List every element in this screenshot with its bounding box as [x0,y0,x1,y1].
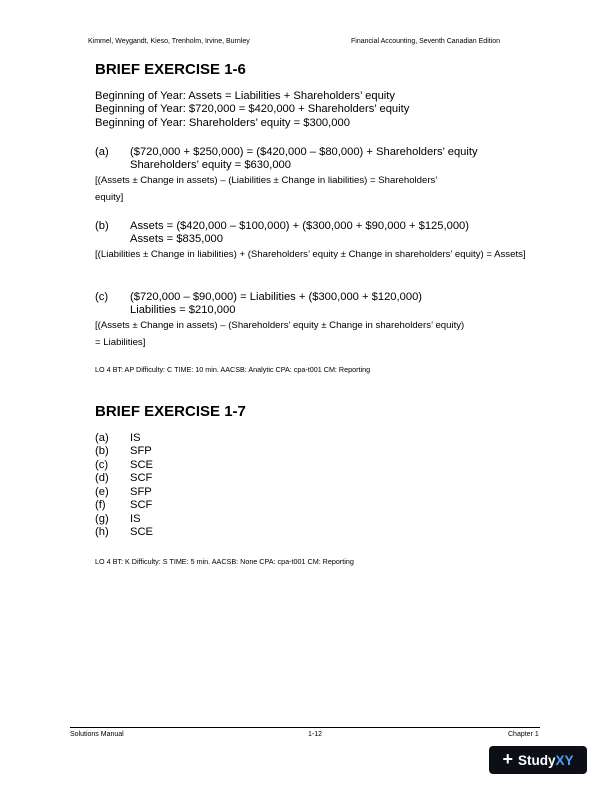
be16-learning-objective: LO 4 BT: AP Difficulty: C TIME: 10 min. AACSB: Analytic CPA: cpa-t001 CM: Reporting [95,365,371,374]
be16-c-result: Liabilities = $210,000 [130,304,236,316]
header-authors: Kimmel, Weygandt, Kieso, Trenholm, Irvine, Burnley [88,38,250,45]
be17-item-label: (b) [95,445,109,457]
be16-b-label: (b) [95,220,109,232]
footer-divider [70,727,540,728]
be17-item-value: SFP [130,486,152,498]
footer-left: Solutions Manual [70,731,124,738]
be17-item-label: (c) [95,459,109,471]
be17-learning-objective: LO 4 BT: K Difficulty: S TIME: 5 min. AACSB: None CPA: cpa-t001 CM: Reporting [95,557,354,566]
be16-c-equation: ($720,000 – $90,000) = Liabilities + ($300,000 + $120,000) [130,291,423,303]
be17-item-value: IS [130,432,141,444]
footer-page-number: 1-12 [308,731,323,738]
be17-item-label: (d) [95,472,109,484]
be17-item-label: (e) [95,486,109,498]
be16-b-equation: Assets = ($420,000 – $100,000) + ($300,000 + $90,000 + $125,000) [130,220,470,232]
be17-item-label: (g) [95,513,109,525]
studyxy-badge[interactable] [489,746,587,774]
be16-b-result: Assets = $835,000 [130,233,223,245]
be17-item-value: IS [130,513,141,525]
be16-c-label: (c) [95,291,109,303]
be17-item-label: (h) [95,526,109,538]
be16-c-note-1: [(Assets ± Change in assets) – (Shareholders’ equity ± Change in shareholders’ equity) [95,320,465,331]
be17-item-value: SCF [130,499,153,511]
be16-intro-line-3: Beginning of Year: Shareholders’ equity = $300,000 [95,117,350,129]
be16-a-note-1: [(Assets ± Change in assets) – (Liabilities ± Change in liabilities) = Shareholders’ [95,175,438,186]
be16-a-label: (a) [95,146,109,158]
be16-c-note-2: = Liabilities] [95,337,146,348]
be16-title: BRIEF EXERCISE 1-6 [95,61,246,78]
be16-intro-line-2: Beginning of Year: $720,000 = $420,000 + Shareholders’ equity [95,103,410,115]
be16-a-result: Shareholders’ equity = $630,000 [130,159,291,171]
be16-b-note-1: [(Liabilities ± Change in liabilities) + (Shareholders’ equity ± Change in shareholders’ equity) = Assets] [95,249,526,260]
be17-item-value: SFP [130,445,152,457]
be16-intro-line-1: Beginning of Year: Assets = Liabilities + Shareholders’ equity [95,90,395,102]
be17-item-value: SCF [130,472,153,484]
be17-item-value: SCE [130,526,154,538]
be17-title: BRIEF EXERCISE 1-7 [95,403,246,420]
header-book-title: Financial Accounting, Seventh Canadian Edition [351,38,501,45]
be17-item-label: (f) [95,499,106,511]
studyxy-logo-text: StudyXY [517,752,574,768]
be17-item-label: (a) [95,432,109,444]
be16-a-note-2: equity] [95,192,124,203]
be17-item-value: SCE [130,459,154,471]
footer-chapter: Chapter 1 [508,731,539,738]
be16-a-equation: ($720,000 + $250,000) = ($420,000 – $80,000) + Shareholders’ equity [130,146,478,158]
plus-icon: + [502,749,513,769]
